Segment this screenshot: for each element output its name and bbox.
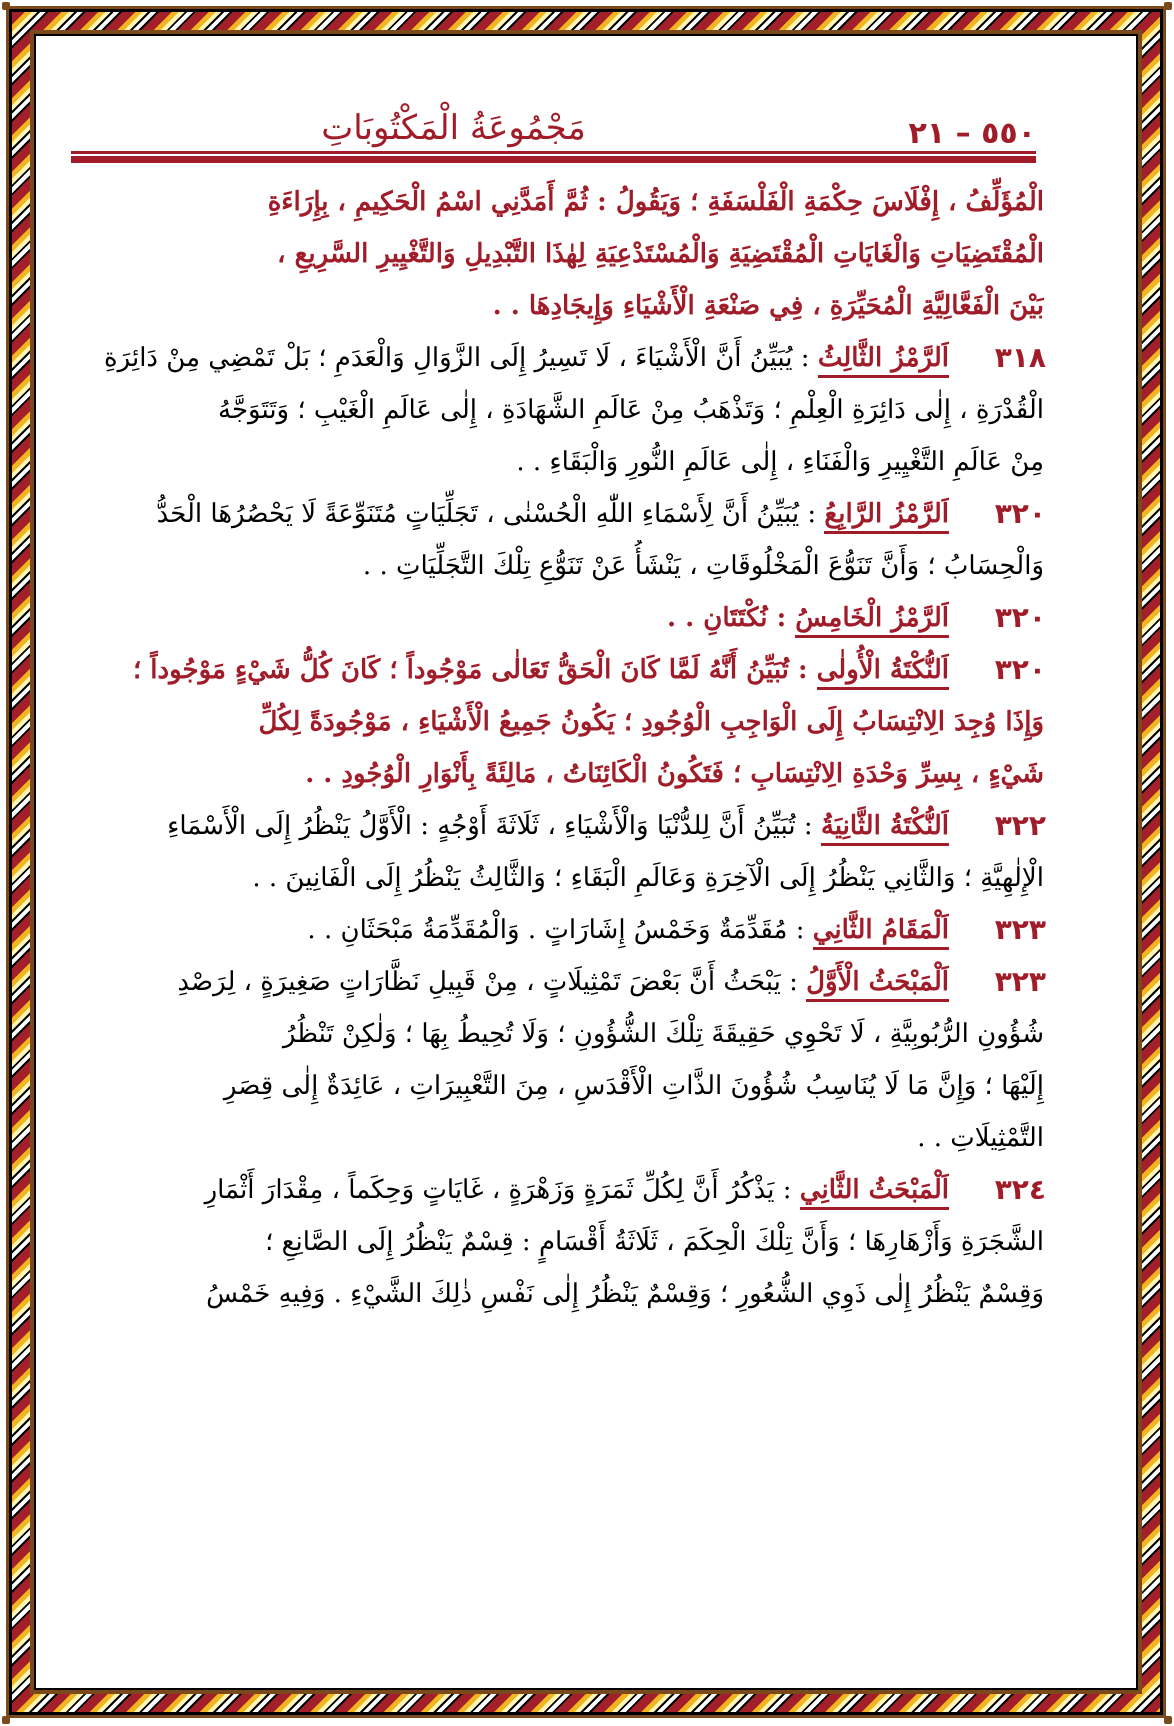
entry-page-number: ٣٢٣ xyxy=(994,913,1046,946)
entry-text: : تُبَيِّنُ أَنَّ لِلدُّنْيَا وَالْأَشْيَاءِ ، ثَلَاثَةَ أَوْجُهٍ : الْأَوَّلُ يَنْظُرُ إِلَى الْأَسْمَاءِ xyxy=(167,811,821,841)
entry-page-number: ٣٢٠ xyxy=(994,653,1046,686)
header-rule-thin xyxy=(71,151,1036,154)
frame-corner-icon xyxy=(1164,1716,1172,1724)
page-title: مَجْمُوعَةُ الْمَكْتُوبَاتِ xyxy=(321,108,586,148)
text-line: الشَّجَرَةِ وَأَزْهَارِهَا ؛ وَأَنَّ تِلْكَ الْحِكَمَ ، ثَلَاثَةُ أَقْسَامٍ : قِسْمٌ يَنْظُرُ إِلَى الصَّانِعِ ؛ xyxy=(265,1227,1044,1257)
entry-heading: اَلنُّكْتَةُ الثَّانِيَةُ xyxy=(821,811,949,846)
index-entry xyxy=(96,904,1044,956)
page-header xyxy=(71,88,1036,158)
entry-heading: اَلْمَقَامُ الثَّانِي xyxy=(813,915,949,950)
index-entry xyxy=(96,332,1044,488)
text-line xyxy=(96,800,949,852)
entry-heading: اَلْمَبْحَثُ الْأَوَّلُ xyxy=(806,967,949,1002)
index-entry xyxy=(96,644,1044,800)
text-line xyxy=(96,592,949,644)
text-line: إِلَيْهَا ؛ وَإِنَّ مَا لَا يُنَاسِبُ شُؤُونَ الذَّاتِ الْأَقْدَسِ ، مِنَ التَّعْبِيرَاتِ ، عَائِدَةٌ إِلٰى قِصَرِ xyxy=(223,1071,1044,1101)
text-line xyxy=(96,904,949,956)
page-content xyxy=(96,176,1044,1320)
intro-paragraph xyxy=(96,176,1044,332)
index-entry xyxy=(96,488,1044,592)
entry-heading: اَلنُّكْتَةُ الْأُولٰى xyxy=(817,655,949,690)
text-line: الْقُدْرَةِ ، إِلٰى دَائِرَةِ الْعِلْمِ ؛ وَتَذْهَبُ مِنْ عَالَمِ الشَّهَادَةِ ، إِلٰى عَالَمِ الْغَيْبِ ؛ وَتَتَوَجَّهُ xyxy=(218,395,1044,425)
text-line: شَيْءٍ ، بِسِرِّ وَحْدَةِ الِانْتِسَابِ ؛ فَتَكُونُ الْكَائِنَاتُ ، مَالِئَةً بِأَنْوَارِ الْوُجُودِ . . xyxy=(305,759,1044,789)
text-line: وَقِسْمٌ يَنْظُرُ إِلٰى ذَوِي الشُّعُورِ ؛ وَقِسْمٌ يَنْظُرُ إِلٰى نَفْسِ ذٰلِكَ الشَّيْءِ . وَفِيهِ خَمْسُ xyxy=(206,1279,1044,1309)
text-line: وَإِذَا وُجِدَ الِانْتِسَابُ إِلَى الْوَاجِبِ الْوُجُودِ ؛ يَكُونُ جَمِيعُ الْأَشْيَاءِ ، مَوْجُودَةً لِكُلِّ xyxy=(258,707,1044,737)
text-line: مِنْ عَالَمِ التَّغْيِيرِ وَالْفَنَاءِ ، إِلٰى عَالَمِ النُّورِ وَالْبَقَاءِ . . xyxy=(516,447,1044,477)
entry-heading: اَلْمَبْحَثُ الثَّانِي xyxy=(800,1175,949,1210)
entry-text: : نُكْتَتَانِ . . xyxy=(667,603,796,633)
header-rule-thick xyxy=(71,156,1036,163)
frame-corner-icon xyxy=(2,1716,10,1724)
frame-corner-icon xyxy=(1164,2,1172,10)
text-line xyxy=(96,488,949,540)
text-line: الْمُؤَلِّفُ ، إِفْلَاسَ حِكْمَةِ الْفَلْسَفَةِ ؛ وَيَقُولُ : ثُمَّ أَمَدَّنِي اسْمُ الْحَكِيمِ ، بِإِرَاءَةِ xyxy=(267,187,1044,217)
entry-text: : يَبْحَثُ أَنَّ بَعْضَ تَمْثِيلَاتٍ ، مِنْ قَبِيلِ نَظَّارَاتٍ صَغِيرَةٍ ، لِرَصْدِ xyxy=(177,967,807,997)
index-entry xyxy=(96,800,1044,904)
entry-text: : مُقَدِّمَةٌ وَخَمْسُ إِشَارَاتٍ . وَالْمُقَدِّمَةُ مَبْحَثَانِ . . xyxy=(307,915,813,945)
page xyxy=(36,36,1136,1688)
frame-corner-icon xyxy=(2,2,10,10)
entry-text: : يُبَيِّنُ أَنَّ لِأَسْمَاءِ اللّٰهِ الْحُسْنٰى ، تَجَلِّيَاتٍ مُتَنَوِّعَةً لَا يَحْصُرُهَا الْحَدُّ xyxy=(156,499,825,529)
text-line xyxy=(96,956,949,1008)
index-entry xyxy=(96,592,1044,644)
text-line: التَّمْثِيلَاتِ . . xyxy=(917,1123,1044,1153)
entry-page-number: ٣٢٠ xyxy=(994,497,1046,530)
index-entry xyxy=(96,956,1044,1164)
text-line: بَيْنَ الْفَعَّالِيَّةِ الْمُحَيِّرَةِ ، فِي صَنْعَةِ الْأَشْيَاءِ وَإِيجَادِهَا . . xyxy=(492,291,1044,321)
entry-text: : تُبَيِّنُ أَنَّهُ لَمَّا كَانَ الْحَقُّ تَعَالٰى مَوْجُوداً ؛ كَانَ كُلُّ شَيْءٍ مَوْجُوداً ؛ xyxy=(132,655,817,685)
text-line xyxy=(96,1164,949,1216)
entry-page-number: ٣٢٤ xyxy=(994,1173,1046,1206)
entry-text: : يَذْكُرُ أَنَّ لِكُلِّ ثَمَرَةٍ وَزَهْرَةٍ ، غَايَاتٍ وَحِكَماً ، مِقْدَارَ أَثْمَارِ xyxy=(204,1175,800,1205)
entry-heading: اَلرَّمْزُ الثَّالِثُ xyxy=(818,343,949,378)
entry-text: : يُبَيِّنُ أَنَّ الْأَشْيَاءَ ، لَا تَسِيرُ إِلَى الزَّوَالِ وَالْعَدَمِ ؛ بَلْ تَمْضِي مِنْ دَائِرَةِ xyxy=(104,343,818,373)
text-line: الْإِلٰهِيَّةِ ؛ وَالثَّانِي يَنْظُرُ إِلَى الْآخِرَةِ وَعَالَمِ الْبَقَاءِ ؛ وَالثَّالِثُ يَنْظُرُ إِلَى الْفَانِينَ . . xyxy=(252,863,1044,893)
entry-page-number: ٣٢٠ xyxy=(994,601,1046,634)
text-line: الْمُقْتَضِيَاتِ وَالْغَايَاتِ الْمُقْتَضِيَةِ وَالْمُسْتَدْعِيَةِ لِهٰذَا التَّبْدِيلِ وَالتَّغْيِيرِ السَّرِيعِ ، xyxy=(277,239,1044,269)
entry-page-number: ٣٢٣ xyxy=(994,965,1046,998)
index-entry xyxy=(96,1164,1044,1320)
entry-heading: اَلرَّمْزُ الرَّابِعُ xyxy=(824,499,949,534)
page-number: ٥٥٠ – ٢١ xyxy=(908,116,1036,151)
text-line xyxy=(96,644,949,696)
text-line xyxy=(96,332,949,384)
entry-page-number: ٣١٨ xyxy=(994,341,1046,374)
entry-heading: اَلرَّمْزُ الْخَامِسُ xyxy=(795,603,949,638)
text-line: وَالْحِسَابُ ؛ وَأَنَّ تَنَوُّعَ الْمَخْلُوقَاتِ ، يَنْشَأُ عَنْ تَنَوُّعِ تِلْكَ التَّجَلِّيَاتِ . . xyxy=(362,551,1044,581)
entry-page-number: ٣٢٢ xyxy=(994,809,1046,842)
text-line: شُؤُونِ الرُّبُوبِيَّةِ ، لَا تَحْوِي حَقِيقَةَ تِلْكَ الشُّؤُونِ ؛ وَلَا تُحِيطُ بِهَا ؛ وَلٰكِنْ تَنْظُرُ xyxy=(282,1019,1044,1049)
